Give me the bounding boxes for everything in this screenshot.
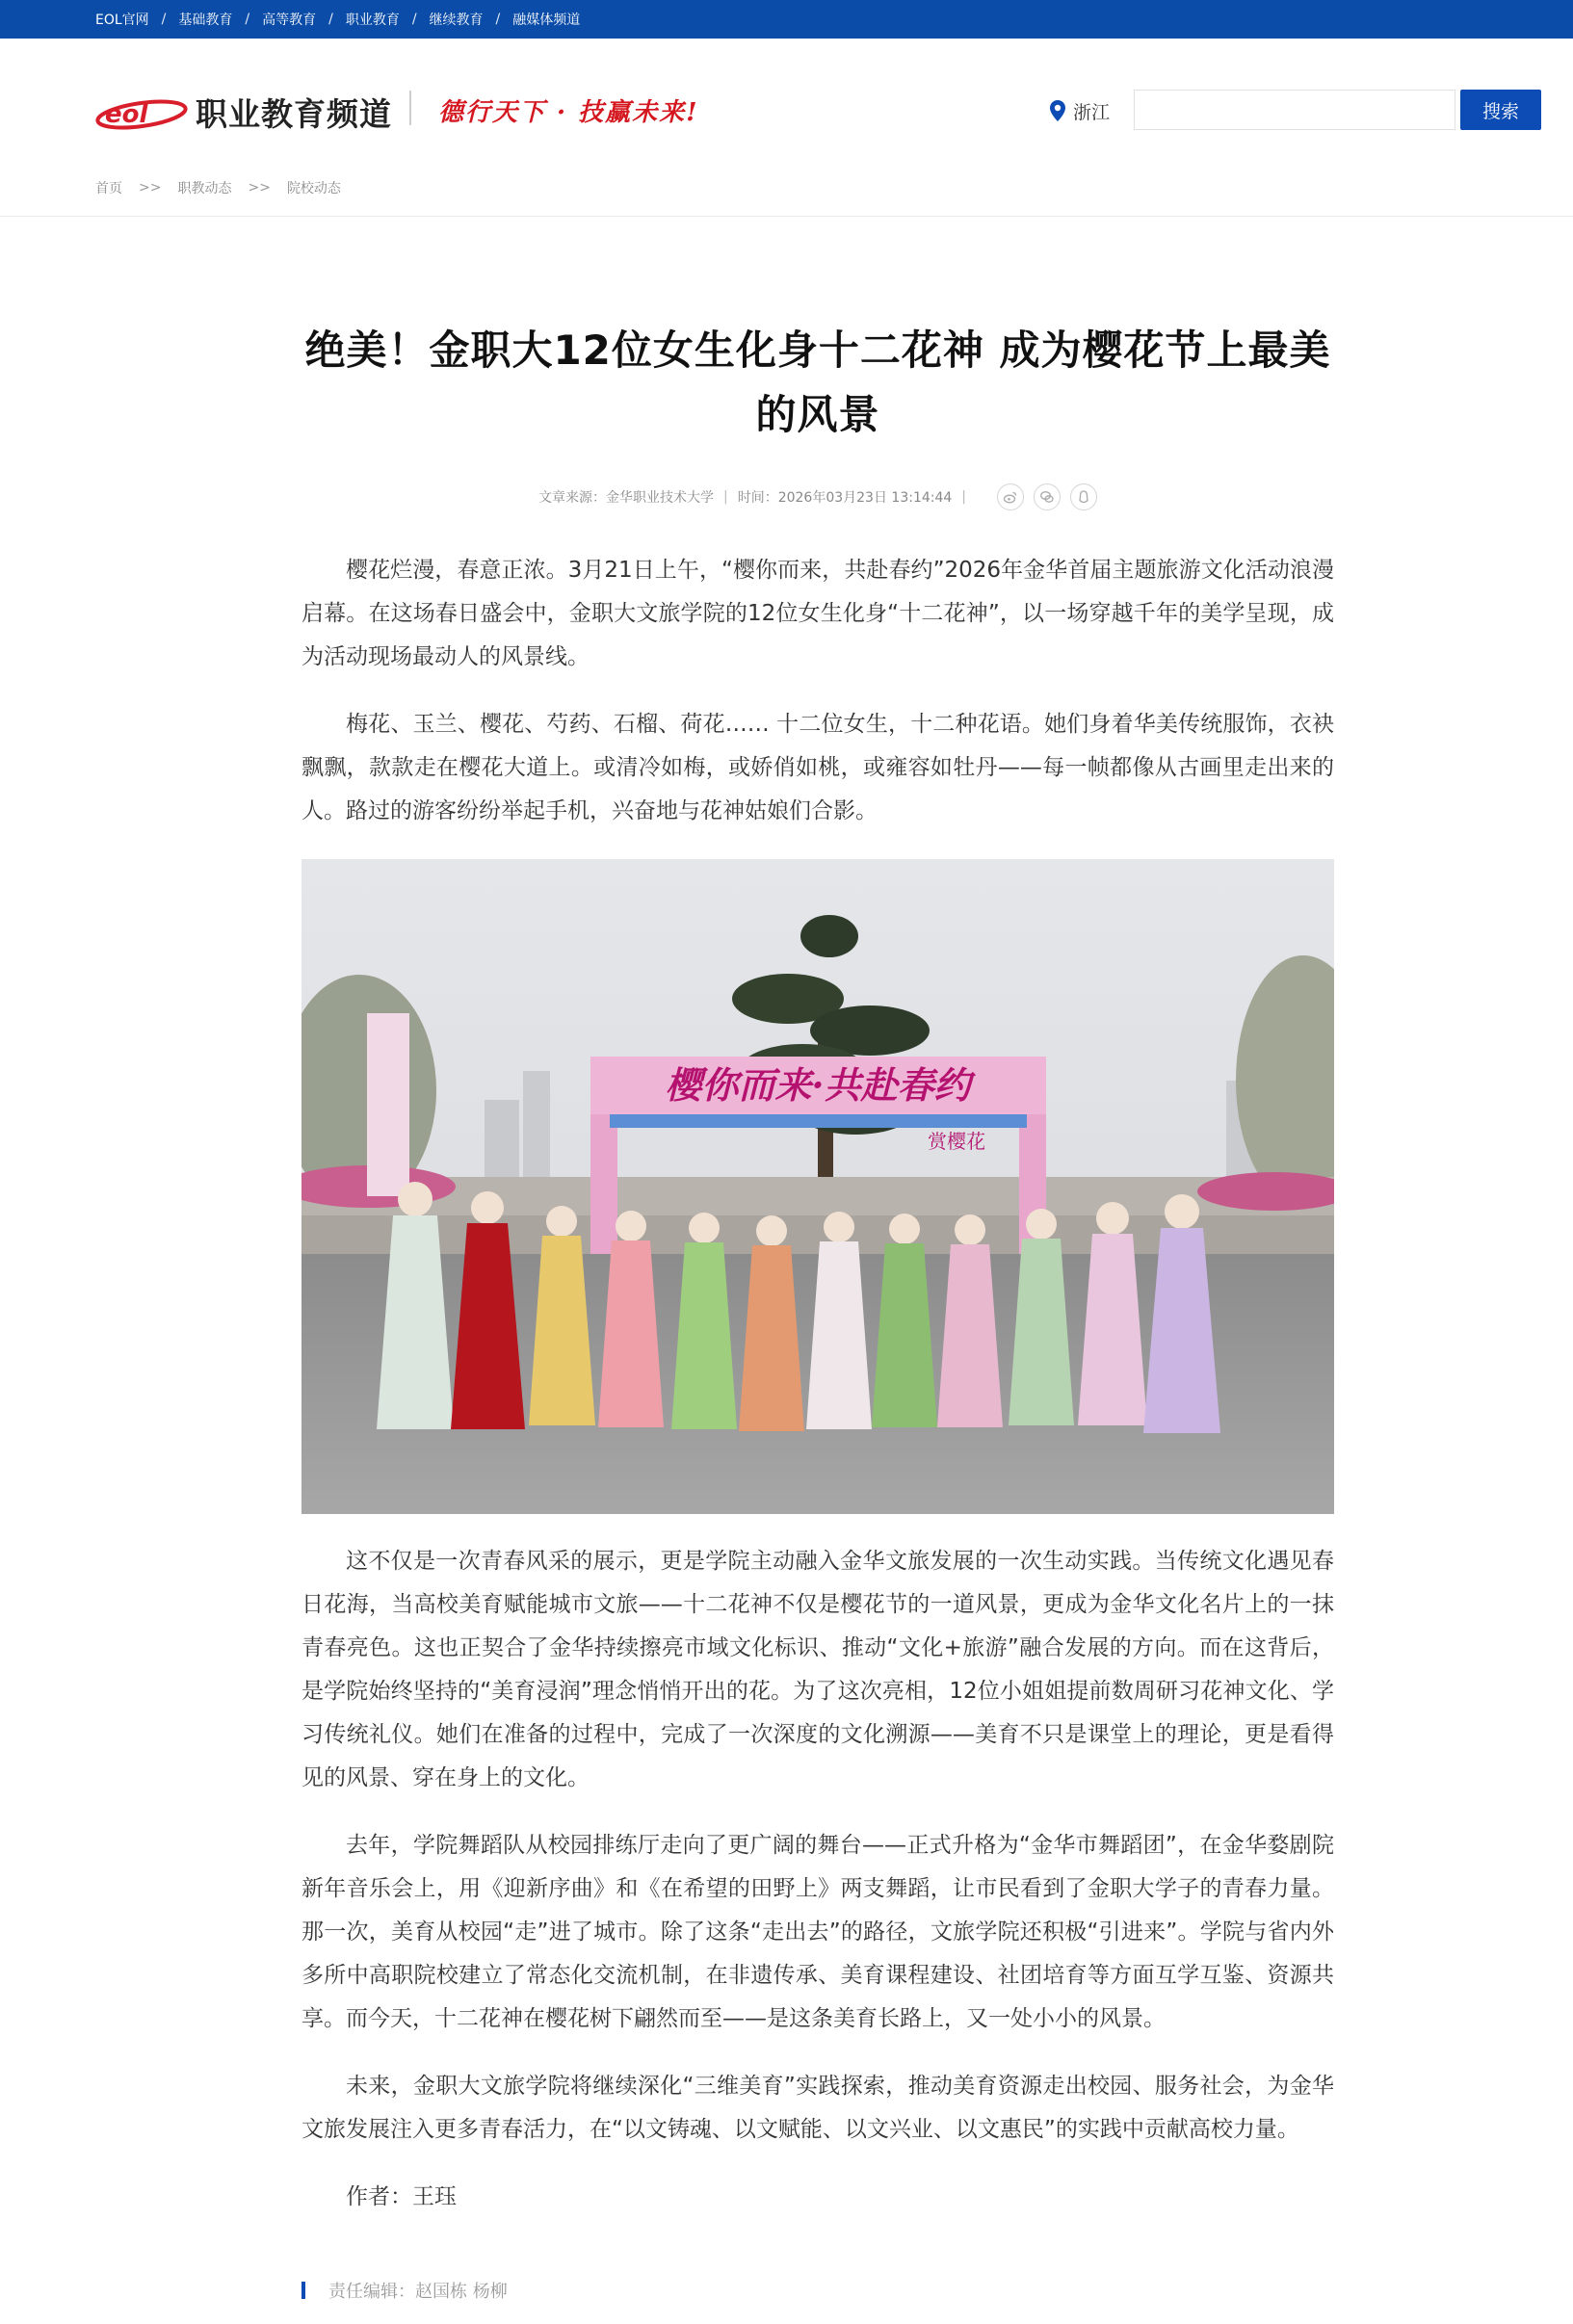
site-logo[interactable] <box>95 85 392 139</box>
top-nav-bar <box>0 0 1573 39</box>
top-nav-vocational-education[interactable]: 职业教育 <box>345 13 400 28</box>
top-nav <box>95 0 580 39</box>
breadcrumb-separator: >> <box>248 180 271 196</box>
region-label: 浙江 <box>1073 101 1111 123</box>
article-paragraph: 梅花、玉兰、樱花、芍药、石榴、荷花…… 十二位女生，十二种花语。她们身着华美传统服饰，衣袂飘飘，款款走在樱花大道上。或清冷如梅，或娇俏如桃，或雍容如牡丹——每一帧都像从古画里走出来的人。路过的游客纷纷举起手机，兴奋地与花神姑娘们合影。 <box>301 712 1334 823</box>
weibo-icon <box>1003 489 1018 505</box>
responsible-editor <box>301 2278 508 2303</box>
slogan: 德行天下 · 技赢未来! <box>438 98 699 127</box>
top-nav-separator: / <box>245 12 250 27</box>
site-header <box>0 39 1573 217</box>
article <box>301 318 1334 2219</box>
qq-share-button[interactable] <box>1070 483 1097 510</box>
editor-label: 责任编辑：赵国栋 杨柳 <box>328 2282 508 2302</box>
article-meta <box>301 483 1334 510</box>
location-pin-icon <box>1048 99 1067 122</box>
logo-divider <box>409 91 411 125</box>
article-paragraph: 这不仅是一次青春风采的展示，更是学院主动融入金华文旅发展的一次生动实践。当传统文化遇见春日花海，当高校美育赋能城市文旅——十二花神不仅是樱花节的一道风景，更成为金华文化名片上的一抹青春亮色。这也正契合了金华持续擦亮市域文化标识、推动“文化+旅游”融合发展的方向。而在这背后，是学院始终坚持的“美育浸润”理念悄悄开出的花。为了这次亮相，12位小姐姐提前数周研习花神文化、学习传统礼仪。她们在准备的过程中，完成了一次深度的文化溯源——美育不只是课堂上的理论，更是看得见的风景、穿在身上的文化。 <box>301 1549 1334 1790</box>
article-paragraph: 未来，金职大文旅学院将继续深化“三维美育”实践探索，推动美育资源走出校园、服务社会，为金华文旅发展注入更多青春活力，在“以文铸魂、以文赋能、以文兴业、以文惠民”的实践中贡献高校力量。 <box>301 2074 1334 2142</box>
editor-accent-bar <box>301 2282 305 2299</box>
wechat-icon <box>1039 489 1055 505</box>
qq-icon <box>1076 489 1091 505</box>
top-nav-higher-education[interactable]: 高等教育 <box>262 13 317 28</box>
top-nav-basic-education[interactable]: 基础教育 <box>178 13 233 28</box>
article-title: 绝美！金职大12位女生化身十二花神 成为樱花节上最美的风景 <box>304 326 1331 438</box>
article-time: 时间：2026年03月23日 13:14:44 <box>737 490 953 506</box>
top-nav-separator: / <box>161 12 167 27</box>
top-nav-continuing-education[interactable]: 继续教育 <box>429 13 484 28</box>
breadcrumb-school-news[interactable]: 院校动态 <box>286 181 341 196</box>
eol-logo-icon <box>95 88 192 136</box>
article-author: 作者：王珏 <box>346 2184 457 2209</box>
svg-text:eol: eol <box>105 100 148 129</box>
breadcrumb-home[interactable]: 首页 <box>95 181 122 196</box>
top-nav-separator: / <box>411 12 417 27</box>
share-buttons <box>987 483 1097 510</box>
article-paragraph: 樱花烂漫，春意正浓。3月21日上午，“樱你而来，共赴春约”2026年金华首届主题旅游文化活动浪漫启幕。在这场春日盛会中，金职大文旅学院的12位女生化身“十二花神”，以一场穿越千年的美学呈现，成为活动现场最动人的风景线。 <box>301 558 1334 669</box>
region-selector[interactable] <box>1048 96 1110 125</box>
photo-arch-text: 樱你而来·共赴春约 <box>665 1063 971 1107</box>
top-nav-eol[interactable]: EOL官网 <box>95 13 149 28</box>
top-nav-separator: / <box>495 12 501 27</box>
weibo-share-button[interactable] <box>997 483 1024 510</box>
breadcrumb-separator: >> <box>139 180 162 196</box>
article-photo <box>301 859 1334 1514</box>
breadcrumb <box>95 178 341 197</box>
photo-arch-subtext: 赏樱花 <box>928 1130 985 1153</box>
top-nav-separator: / <box>328 12 333 27</box>
article-source: 文章来源：金华职业技术大学 <box>537 490 714 506</box>
meta-divider: | <box>722 489 728 505</box>
search-input[interactable] <box>1134 90 1455 130</box>
breadcrumb-vocational-news[interactable]: 职教动态 <box>177 181 232 196</box>
wechat-share-button[interactable] <box>1034 483 1061 510</box>
top-nav-media-channel[interactable]: 融媒体频道 <box>512 13 581 28</box>
article-paragraph: 去年，学院舞蹈队从校园排练厅走向了更广阔的舞台——正式升格为“金华市舞蹈团”，在金华婺剧院新年音乐会上，用《迎新序曲》和《在希望的田野上》两支舞蹈，让市民看到了金职大学子的青春力量。那一次，美育从校园“走”进了城市。除了这条“走出去”的路径，文旅学院还积极“引进来”。学院与省内外多所中高职院校建立了常态化交流机制，在非遗传承、美育课程建设、社团培育等方面互学互鉴、资源共享。而今天，十二花神在樱花树下翩然而至——是这条美育长路上，又一处小小的风景。 <box>301 1833 1334 2031</box>
meta-divider: | <box>961 489 967 505</box>
search-button[interactable]: 搜索 <box>1460 90 1541 130</box>
logo-text: 职业教育频道 <box>196 94 392 133</box>
